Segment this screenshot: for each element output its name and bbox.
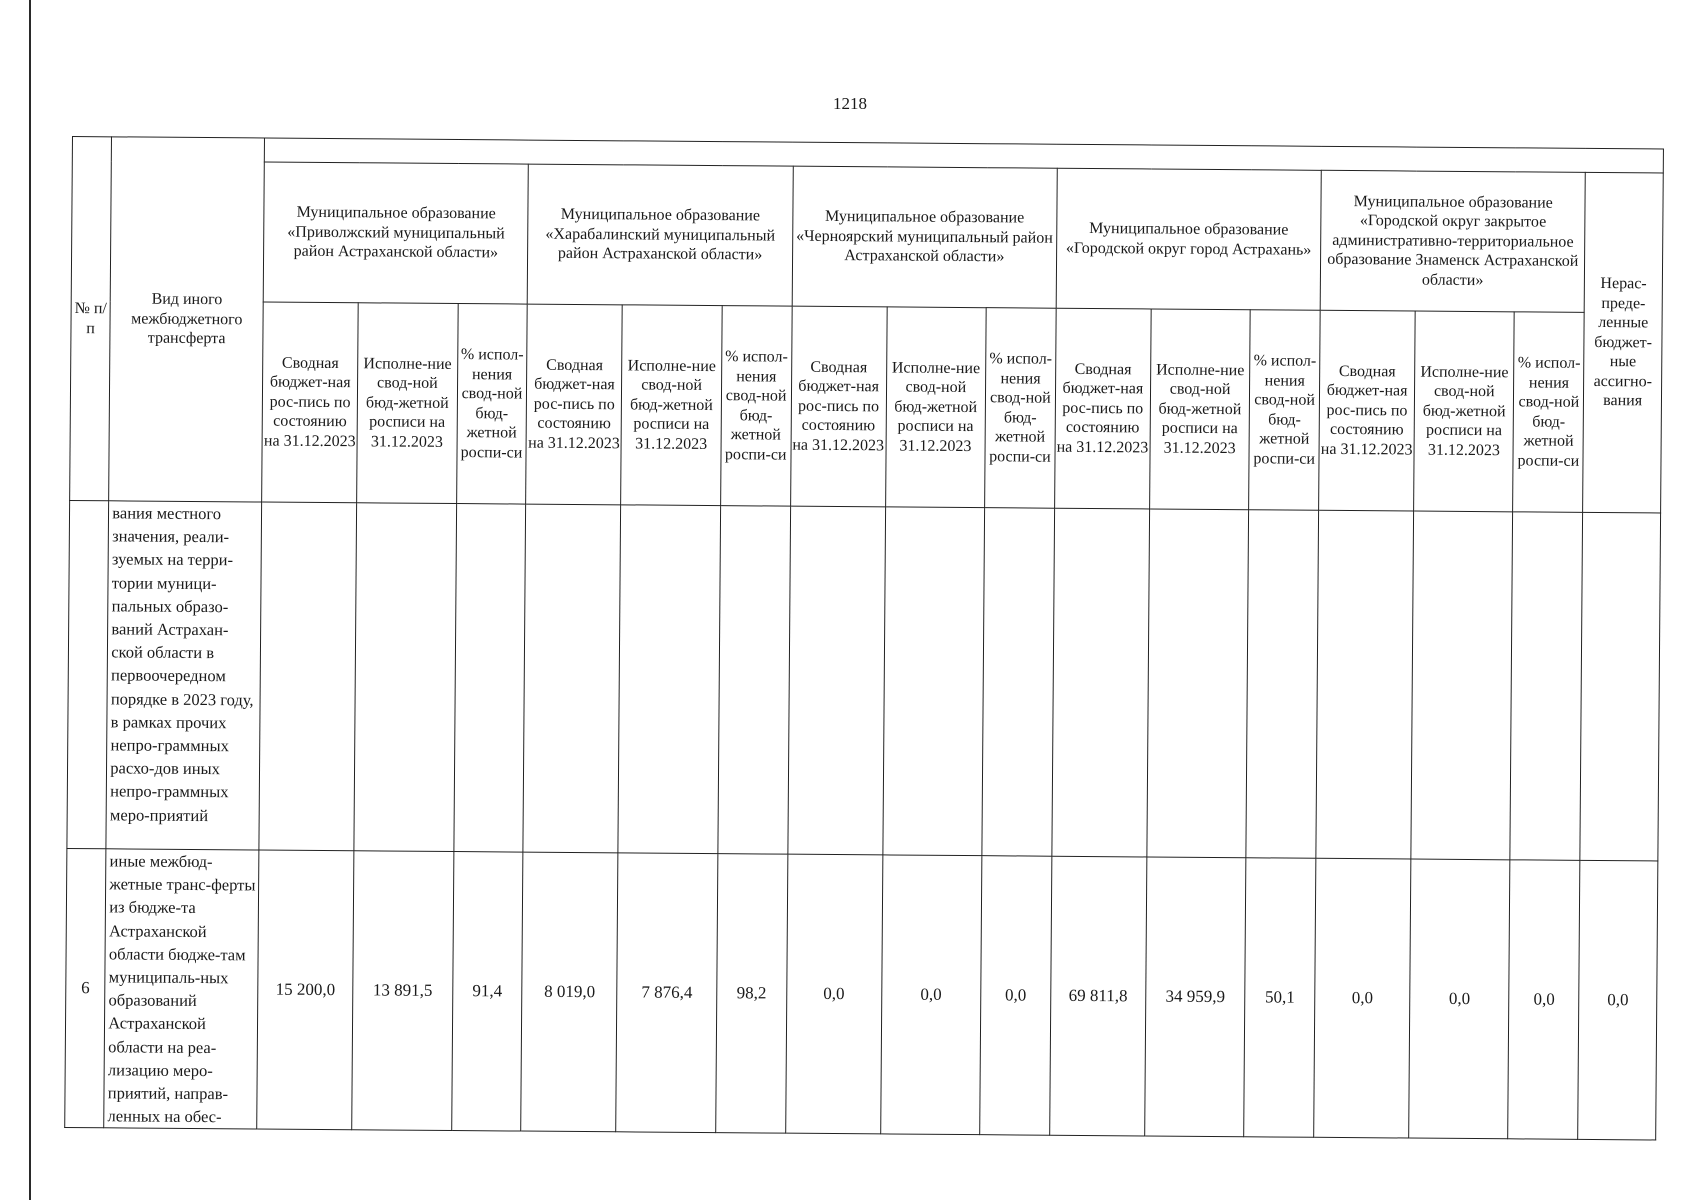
subheader-text: Сводная бюджет-ная рос-пись по состоянию на 31.12.2023 [528,356,620,453]
cell-value [259,502,357,851]
subheader-text: Сводная бюджет-ная рос-пись по состоянию на 31.12.2023 [263,354,356,450]
subheader-text: Исполне-ние свод-ной бюд-жетной росписи на 31.12.2023 [627,357,716,453]
subheader-budget [526,304,623,505]
cell-value: 7 876,4 [616,853,718,1133]
subheader-text: % испол-нения свод-ной бюд-жетной роспи-си [1517,354,1581,470]
subheader-execution [1414,311,1515,512]
budget-table-sheet [64,136,1664,1141]
cell-value [788,506,886,855]
column-header-number-text: № п/п [74,300,107,337]
row-description: вания местного значения, реали-зуемых на терри-тории муници-пальных образо-ваний Астрахан-ской области в первоочередном порядке в 2023 году, в рамках прочих непро-граммных расхо-дов иных непро-граммных меро-приятий [106,501,262,850]
cell-value [1411,511,1513,860]
cell-value: 0,0 [980,856,1052,1136]
subheader-text: % испол-нения свод-ной бюд-жетной роспи-си [989,350,1053,466]
subheader-text: % испол-нения свод-ной бюд-жетной роспи-си [724,348,788,464]
subheader-budget [1054,308,1151,509]
municipality-name: Муниципальное образование «Городской округ город Астрахань» [1065,219,1312,259]
column-header-transfer-type [109,137,265,502]
subheader-text: Исполне-ние свод-ной бюд-жетной росписи на 31.12.2023 [1420,363,1509,459]
subheader-text: Исполне-ние свод-ной бюд-жетной росписи на 31.12.2023 [363,355,452,451]
municipality-header-znamensk [1320,170,1585,312]
cell-value: 0,0 [1578,860,1658,1140]
municipality-header-row [71,161,1663,313]
cell-value: 13 891,5 [352,851,454,1131]
subheader-text: Сводная бюджет-ная рос-пись по состоянию на 31.12.2023 [1320,362,1413,459]
row-number: 6 [65,848,106,1128]
budget-execution-table [64,136,1664,1141]
cell-value: 0,0 [785,854,882,1134]
subheader-execution [1149,309,1250,510]
municipality-name: Муниципальное образование «Харабалинский муниципальный район Астраханской области» [545,206,776,264]
subheader-budget [790,306,887,507]
cell-value [982,508,1055,857]
cell-value [883,507,985,856]
cell-value [718,506,791,855]
municipality-name: Муниципальное образование «Черноярский муниципальный район Астраханской области» [796,208,1053,266]
subheader-row [70,300,1663,512]
cell-value: 0,0 [1409,859,1511,1139]
table-row [67,500,1661,860]
cell-value: 8 019,0 [521,852,618,1132]
subheader-budget [1319,310,1416,511]
municipality-name: Муниципальное образование «Городской округ закрытое административно-территориальное образование Знаменск Астраханской области» [1327,192,1579,289]
cell-value [1316,510,1414,859]
cell-value [1147,509,1249,858]
subheader-text: % испол-нения свод-ной бюд-жетной роспи-си [460,346,524,462]
subheader-percent [456,304,527,505]
subheader-percent [1513,312,1584,513]
subheader-execution [885,307,986,508]
municipality-header-chernoyarsky [792,166,1057,308]
column-header-number [70,137,112,501]
cell-value: 34 959,9 [1145,857,1247,1137]
cell-value [523,504,621,853]
cell-value [1580,512,1660,861]
cell-value: 0,0 [1314,858,1411,1138]
municipality-header-kharabalinsky [528,164,793,306]
cell-value [354,503,456,852]
subheader-execution [357,303,458,504]
cell-value: 15 200,0 [257,850,354,1130]
subheader-text: % испол-нения свод-ной бюд-жетной роспи-си [1253,352,1317,468]
cell-value: 50,1 [1244,858,1316,1138]
row-number [67,500,109,848]
subheader-text: Сводная бюджет-ная рос-пись по состоянию на 31.12.2023 [1056,360,1149,457]
cell-value [453,504,526,853]
subheader-text: Сводная бюджет-ная рос-пись по состоянию на 31.12.2023 [792,358,885,455]
subheader-budget [262,302,359,503]
subheader-percent [985,308,1056,509]
cell-value: 0,0 [880,855,982,1135]
subheader-percent [720,306,791,507]
cell-value [618,505,720,854]
column-header-unallocated [1583,172,1663,513]
cell-value [1510,512,1583,861]
row-description: иные межбюд-жетные транс-ферты из бюдже-та Астраханской области бюдже-там муниципаль-ных образований Астраханской области на реа-лизацию меро-приятий, направ-ленных на обес- [104,849,259,1130]
cell-value: 0,0 [1508,860,1580,1140]
subheader-text: Исполне-ние свод-ной бюд-жетной росписи на 31.12.2023 [891,359,981,455]
column-header-unallocated-text: Нерас-преде-ленные бюджет-ные ассигно-вания [1593,275,1653,410]
cell-value: 98,2 [715,854,787,1134]
municipality-name: Муниципальное образование «Приволжский муниципальный район Астраханской области» [287,204,505,262]
municipality-header-astrakhan [1056,168,1321,310]
cell-value: 69 811,8 [1050,856,1147,1136]
cell-value: 91,4 [451,852,523,1132]
cell-value [1246,510,1319,859]
table-row [65,848,1658,1140]
page-number: 1218 [833,94,867,113]
subheader-text: Исполне-ние свод-ной бюд-жетной росписи на 31.12.2023 [1156,361,1245,457]
subheader-percent [1249,310,1320,511]
column-header-transfer-type-text: Вид иного межбюджетного трансферта [131,290,243,348]
scan-edge-line [29,0,31,1200]
subheader-execution [621,305,722,506]
cell-value [1052,508,1150,857]
municipality-header-privolzhsky [263,162,528,304]
